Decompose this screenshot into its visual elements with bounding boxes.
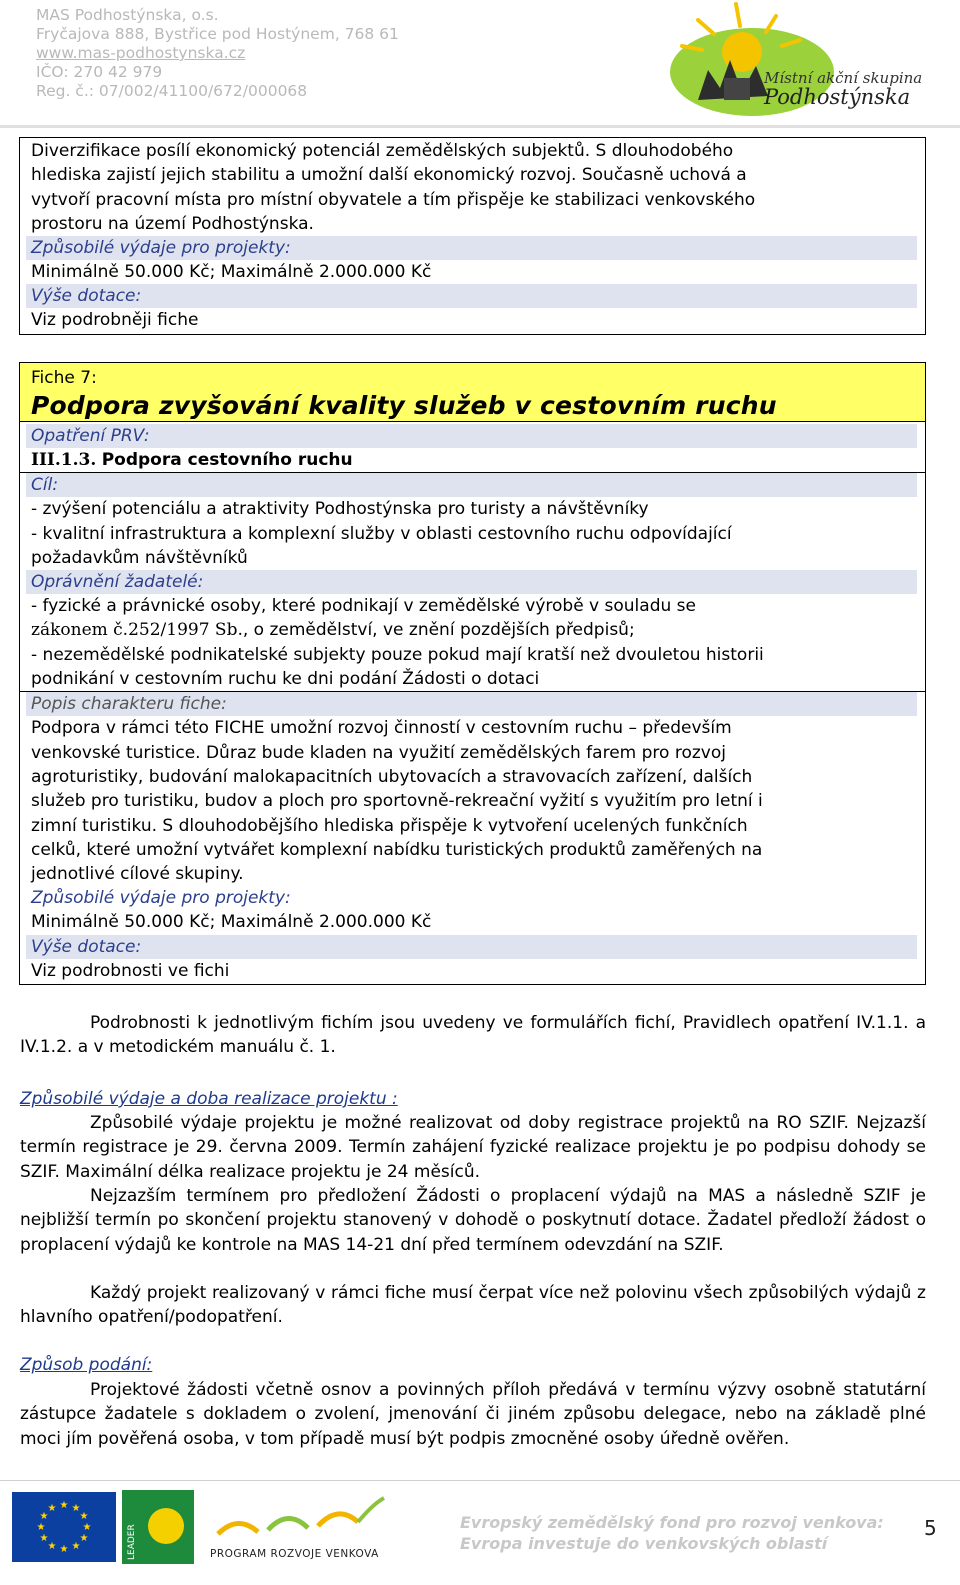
heading-vydaje bbox=[20, 1087, 926, 1111]
fiche7-opatreni-name: Podpora cestovního ruchu bbox=[101, 450, 353, 470]
fiche7-cil-line: - kvalitní infrastruktura a komplexní služby v oblasti cestovního ruchu odpovídající bbox=[31, 523, 732, 544]
box1-text-line: Diverzifikace posílí ekonomický potenciál zemědělských subjektů. S dlouhodobého bbox=[31, 141, 734, 161]
box1-text-line: vytvoří pracovní místa pro místní obyvatele a tím přispěje ke stabilizaci venkovského bbox=[31, 189, 756, 210]
fiche7-number: Fiche 7: bbox=[31, 368, 97, 388]
header-ico: IČO: 270 42 979 bbox=[36, 63, 163, 81]
fiche7-dotace: Viz podrobnosti ve fichi bbox=[31, 960, 230, 981]
fiche7-title: Podpora zvyšování kvality služeb v cestovním ruchu bbox=[31, 391, 777, 420]
fiche7-label-cil: Cíl: bbox=[26, 473, 917, 497]
eu-flag-icon bbox=[12, 1492, 116, 1562]
paragraph-vydaje-2: Nejzazším termínem pro předložení Žádosti o proplacení výdajů na MAS a následně SZIF je nejbližší termín po skončení projektu stanovený v dohodě o poskytnutí dotace. Žadatel předloží žádost o proplacení výdajů ke kontrole na MAS 14-21 dní před termínem odevzdání na SZIF. bbox=[20, 1186, 926, 1255]
fiche7-zadatele-line: - fyzické a právnické osoby, které podnikají v zemědělské výrobě v souladu se bbox=[31, 596, 696, 617]
logo-text-2: Podhostýnska bbox=[764, 85, 911, 109]
fiche7-opatreni bbox=[20, 448, 925, 472]
fiche7-zadatele-line: - nezemědělské podnikatelské subjekty pouze pokud mají kratší než dvouletou historii bbox=[31, 644, 764, 665]
footer-slogan-2: Evropa investuje do venkovských oblastí bbox=[460, 1534, 828, 1553]
header-street: Fryčajova 888, Bystřice pod Hostýnem, 768 61 bbox=[36, 25, 399, 43]
fiche7-popis-line: Podpora v rámci této FICHE umožní rozvoj činností v cestovním ruchu – především bbox=[31, 718, 732, 739]
fiche7-box bbox=[19, 362, 926, 985]
footer-slogan-1: Evropský zemědělský fond pro rozvoj venkova: bbox=[460, 1513, 884, 1532]
box1-dotace: Viz podrobněji fiche bbox=[31, 310, 199, 331]
header-rule bbox=[0, 125, 960, 128]
mas-logo bbox=[668, 0, 960, 118]
svg-text:★: ★ bbox=[39, 1533, 49, 1544]
box1-text-line: hlediska zajistí jejich stabilitu a umožní další ekonomický rozvoj. Současně uchová a bbox=[31, 165, 747, 186]
paragraph-vydaje-1: Způsobilé výdaje projektu je možné realizovat od doby registrace projektů na RO SZIF. Nejzazší termín registrace je 29. června 2009. Termín zahájení fyzické realizace projektu je po podpisu dohody se SZIF. Maximální délka realizace projektu je 24 měsíců. bbox=[20, 1113, 926, 1182]
svg-text:★: ★ bbox=[79, 1511, 89, 1522]
box1-vydaje: Minimálně 50.000 Kč; Maximálně 2.000.000 Kč bbox=[31, 262, 432, 283]
fiche7-label-popis: Popis charakteru fiche: bbox=[26, 692, 917, 716]
fiche7-opatreni-code: III.1.3. bbox=[31, 450, 97, 470]
leader-logo bbox=[122, 1490, 194, 1564]
box1-label-vydaje: Způsobilé výdaje pro projekty: bbox=[26, 236, 917, 260]
svg-text:★: ★ bbox=[82, 1522, 92, 1533]
fiche6-continuation-box bbox=[19, 137, 926, 335]
box1-label-dotace: Výše dotace: bbox=[26, 284, 917, 308]
fiche7-header bbox=[20, 363, 925, 422]
fiche7-label-opatreni: Opatření PRV: bbox=[26, 424, 917, 448]
logo-text-1: Místní akční skupina bbox=[764, 69, 923, 87]
fiche7-popis-line: agroturistiky, budování malokapacitních ubytovacích a stravovacích zařízení, dalších bbox=[31, 766, 753, 787]
heading-podani-text: Způsob podání: bbox=[20, 1355, 153, 1375]
fiche7-popis-line: jednotlivé cílové skupiny. bbox=[31, 864, 244, 885]
fiche7-vydaje: Minimálně 50.000 Kč; Maximálně 2.000.000 Kč bbox=[31, 912, 432, 933]
svg-text:★: ★ bbox=[36, 1522, 46, 1533]
fiche7-cil-line: požadavkům návštěvníků bbox=[31, 547, 248, 568]
header-website-link[interactable]: www.mas-podhostynska.cz bbox=[36, 44, 246, 62]
fiche7-popis-line: služeb pro turistiku, budov a ploch pro sportovně-rekreační vyžití s využitím pro letní i bbox=[31, 791, 763, 812]
svg-text:★: ★ bbox=[71, 1503, 81, 1514]
heading-vydaje-text: Způsobilé výdaje a doba realizace projektu : bbox=[20, 1089, 398, 1109]
fiche7-label-zadatele: Oprávnění žadatelé: bbox=[26, 570, 917, 594]
svg-text:★: ★ bbox=[59, 1544, 69, 1555]
prv-label: PROGRAM ROZVOJE VENKOVA bbox=[210, 1548, 379, 1560]
paragraph-podrobnosti: Podrobnosti k jednotlivým fichím jsou uvedeny ve formulářích fichí, Pravidlech opatření IV.1.1. a IV.1.2. a v metodickém manuálu č. 1. bbox=[20, 1013, 926, 1058]
fiche7-zadatele-line: podnikání v cestovním ruchu ke dni podání Žádosti o dotaci bbox=[31, 669, 540, 690]
page-number: 5 bbox=[924, 1516, 937, 1540]
header-address bbox=[36, 6, 399, 101]
svg-text:★: ★ bbox=[47, 1541, 57, 1552]
footer-slogan bbox=[460, 1512, 884, 1554]
box1-text-line: prostoru na území Podhostýnska. bbox=[31, 213, 314, 234]
fiche7-zakon-rest: , o zemědělství, ve znění pozdějších předpisů; bbox=[242, 620, 635, 641]
paragraph-podani: Projektové žádosti včetně osnov a povinných příloh předává v termínu výzvy osobně statutární zástupce žadatele s dokladem o zvolení, jmenování či jiném způsobu delegace, nebo na základě plné moci jím pověřená osoba, v tom případě musí být podpis zmocněné osoby úředně ověřen. bbox=[20, 1380, 926, 1449]
header-reg: Reg. č.: 07/002/41100/672/000068 bbox=[36, 82, 308, 100]
svg-text:★: ★ bbox=[47, 1503, 57, 1514]
svg-text:★: ★ bbox=[39, 1511, 49, 1522]
leader-text: LEADER bbox=[127, 1524, 137, 1560]
svg-text:★: ★ bbox=[59, 1500, 69, 1511]
fiche7-zakon: zákonem č.252/1997 Sb. bbox=[31, 620, 243, 641]
fiche7-label-vydaje: Způsobilé výdaje pro projekty: bbox=[26, 886, 917, 910]
fiche7-popis-line: celků, které umožní vytvářet komplexní nabídku turistických produktů zaměřených na bbox=[31, 839, 763, 860]
header-org: MAS Podhostýnska, o.s. bbox=[36, 6, 219, 24]
heading-podani bbox=[20, 1353, 926, 1377]
fiche7-cil-line: - zvýšení potenciálu a atraktivity Podhostýnska pro turisty a návštěvníky bbox=[31, 499, 649, 520]
paragraph-vydaje-3: Každý projekt realizovaný v rámci fiche musí čerpat více než polovinu všech způsobilých výdajů z hlavního opatření/podopatření. bbox=[20, 1283, 926, 1328]
svg-text:★: ★ bbox=[79, 1533, 89, 1544]
fiche7-popis-line: zimní turistiku. S dlouhodobějšího hlediska přispěje k vytvoření ucelených funkčních bbox=[31, 815, 748, 836]
svg-text:★: ★ bbox=[71, 1541, 81, 1552]
footer-rule bbox=[0, 1480, 960, 1481]
fiche7-label-dotace: Výše dotace: bbox=[26, 935, 917, 959]
fiche7-zadatele-line bbox=[20, 618, 925, 642]
fiche7-popis-line: venkovské turistice. Důraz bude kladen na využití zemědělských farem pro rozvoj bbox=[31, 742, 726, 763]
